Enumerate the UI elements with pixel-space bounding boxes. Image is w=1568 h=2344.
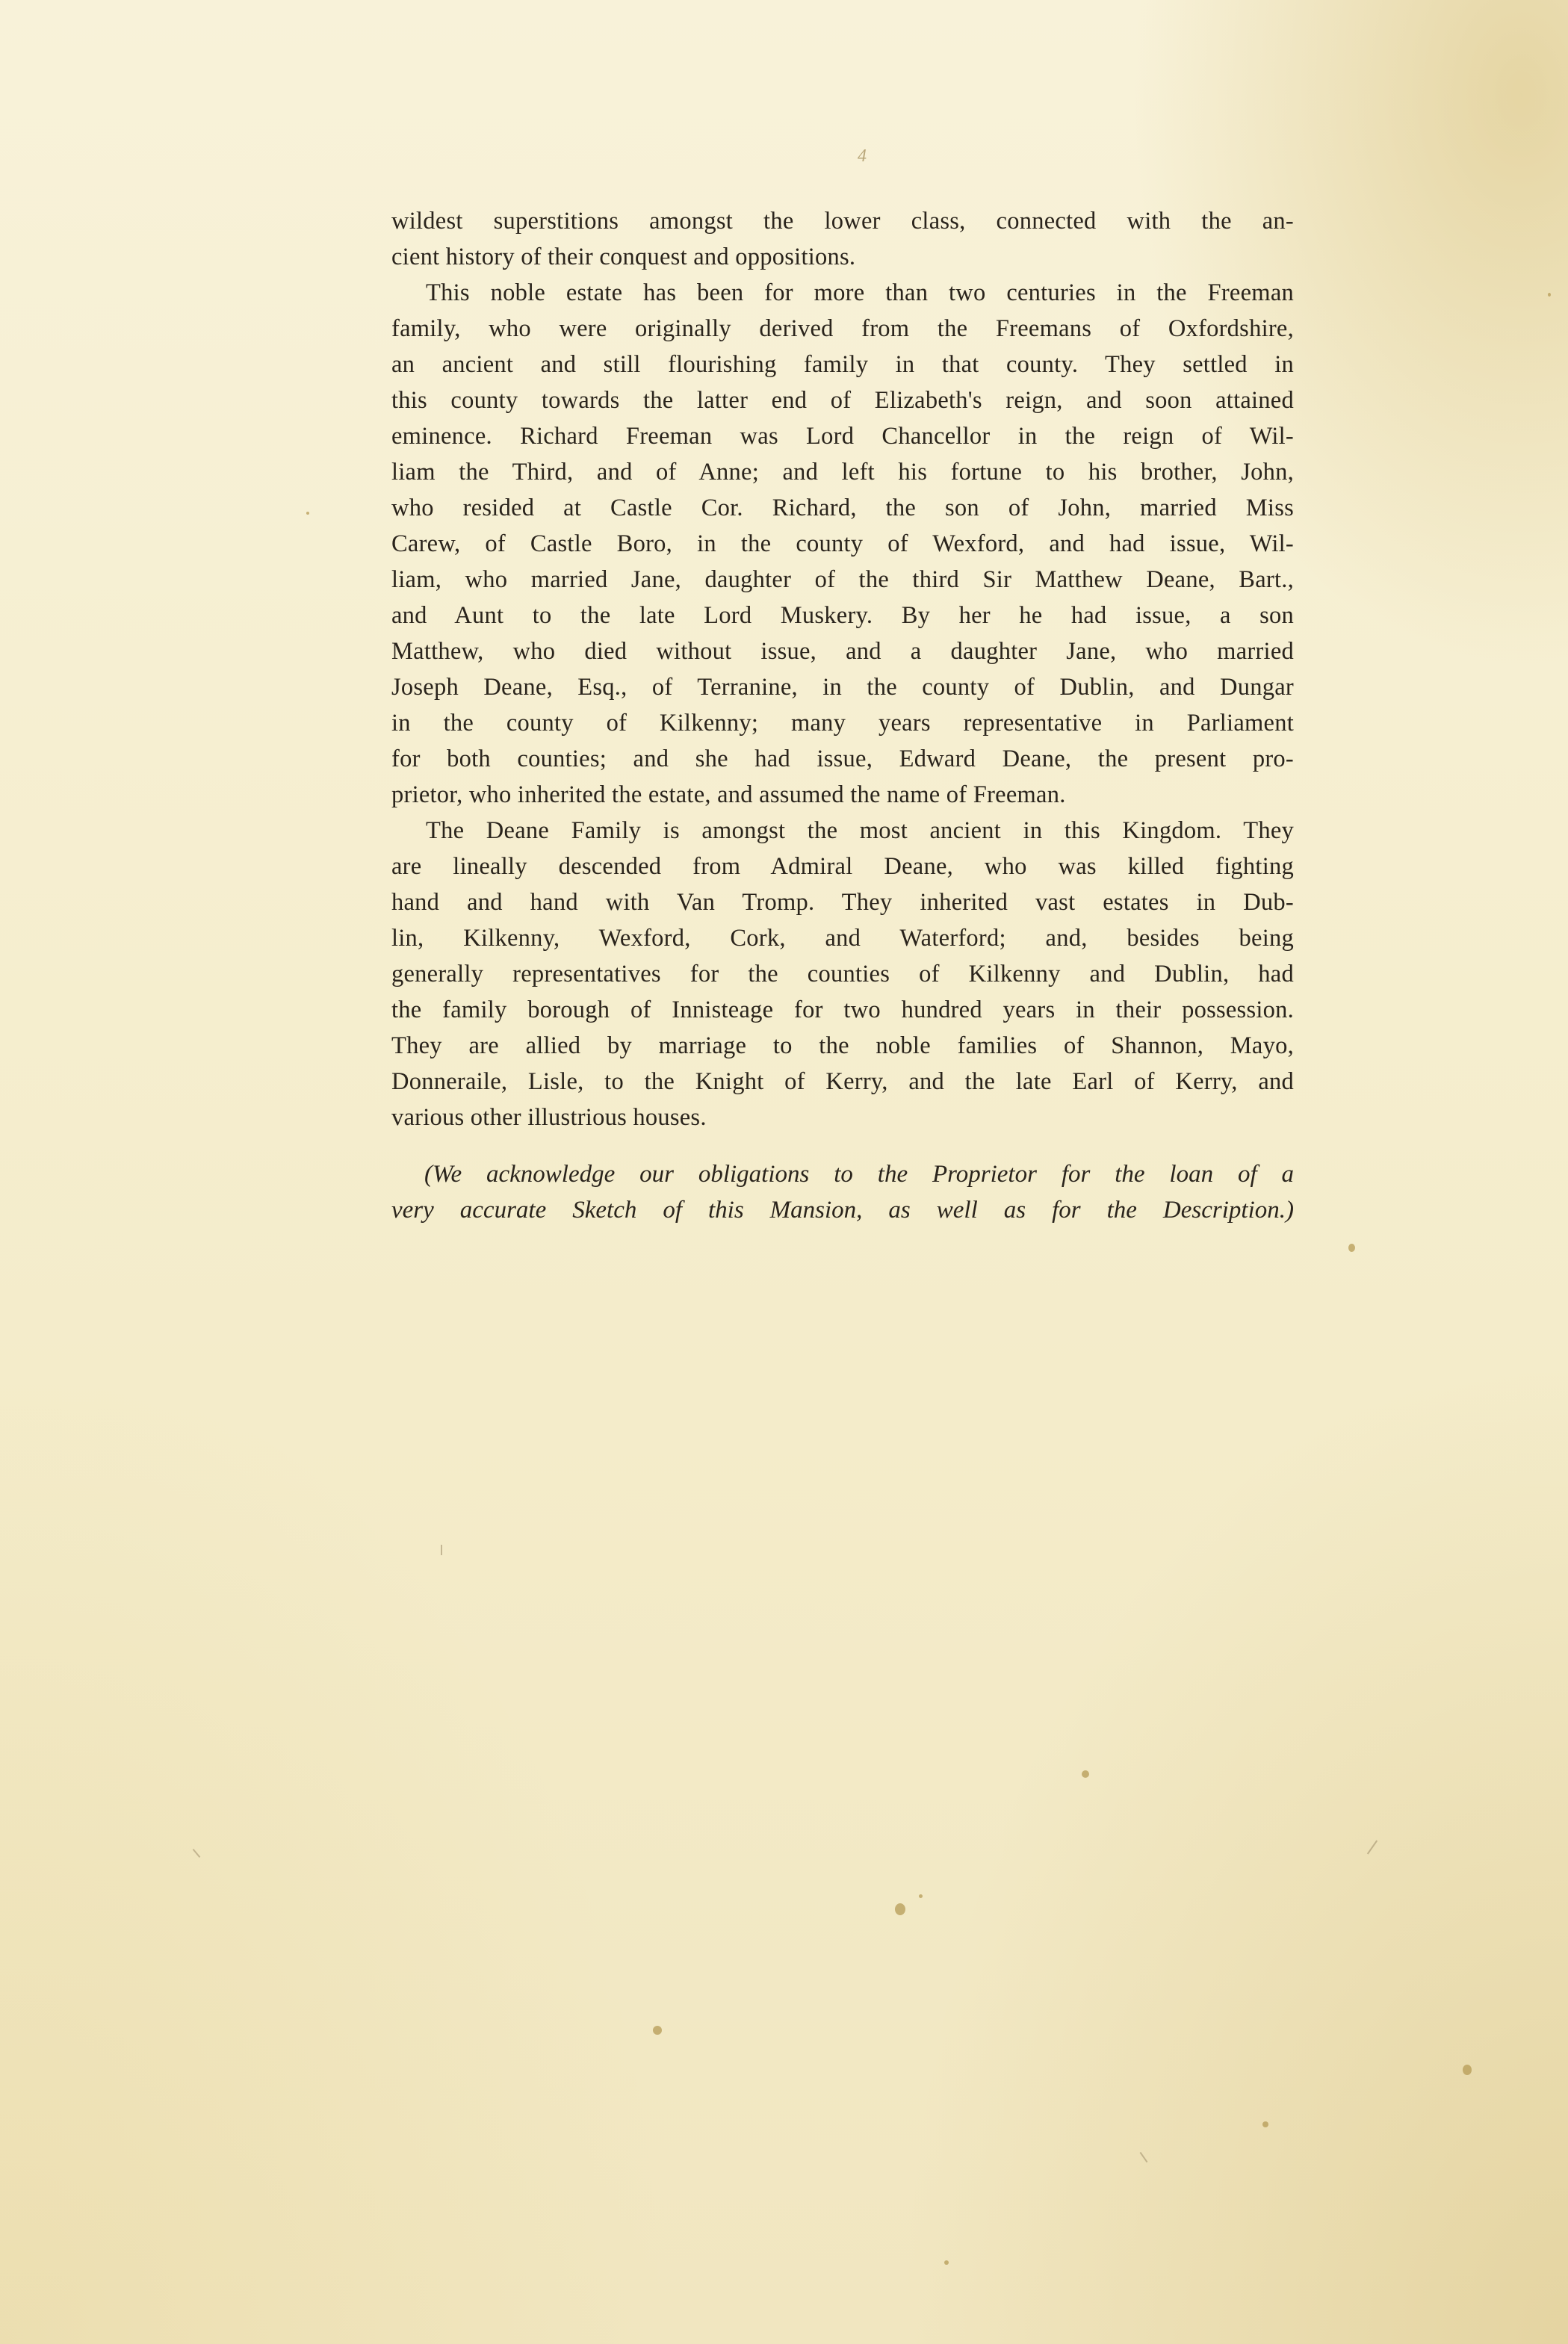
paper-speck bbox=[944, 2260, 949, 2265]
body-line: liam the Third, and of Anne; and left his fortune to his brother, John, bbox=[391, 459, 1294, 486]
paper-speck bbox=[1463, 2065, 1472, 2075]
acknowledgement-line: (We acknowledge our obligations to the Proprietor for the loan of a bbox=[424, 1161, 1294, 1188]
paper-speck bbox=[1548, 293, 1551, 297]
body-line: who resided at Castle Cor. Richard, the son of John, married Miss bbox=[391, 494, 1294, 521]
acknowledgement-note bbox=[391, 1156, 1294, 1228]
body-line: Joseph Deane, Esq., of Terranine, in the county of Dublin, and Dungar bbox=[391, 674, 1294, 701]
body-text bbox=[391, 203, 1294, 1135]
body-line: this county towards the latter end of Elizabeth's reign, and soon attained bbox=[391, 387, 1294, 414]
paper-speck bbox=[1262, 2121, 1268, 2127]
paper-mark bbox=[441, 1545, 442, 1555]
paper-mark bbox=[1140, 2152, 1148, 2162]
body-line: This noble estate has been for more than two centuries in the Freeman bbox=[426, 279, 1294, 306]
body-line: Donneraile, Lisle, to the Knight of Kerry, and the late Earl of Kerry, and bbox=[391, 1068, 1294, 1095]
body-line: the family borough of Innisteage for two hundred years in their possession. bbox=[391, 996, 1294, 1023]
paper-speck bbox=[653, 2026, 662, 2035]
body-line: Matthew, who died without issue, and a daughter Jane, who married bbox=[391, 638, 1294, 665]
body-line: an ancient and still flourishing family in that county. They settled in bbox=[391, 351, 1294, 378]
body-line: in the county of Kilkenny; many years representative in Parliament bbox=[391, 710, 1294, 737]
paper-speck bbox=[895, 1903, 905, 1915]
body-line: eminence. Richard Freeman was Lord Chancellor in the reign of Wil- bbox=[391, 423, 1294, 450]
body-line: liam, who married Jane, daughter of the third Sir Matthew Deane, Bart., bbox=[391, 566, 1294, 593]
body-line: cient history of their conquest and oppositions. bbox=[391, 244, 856, 270]
paper-speck bbox=[1082, 1770, 1089, 1778]
paper-speck bbox=[919, 1894, 923, 1898]
body-line: are lineally descended from Admiral Deane, who was killed fighting bbox=[391, 853, 1294, 880]
paper-mark bbox=[193, 1849, 201, 1858]
body-line: family, who were originally derived from the Freemans of Oxfordshire, bbox=[391, 315, 1294, 342]
body-line: They are allied by marriage to the noble families of Shannon, Mayo, bbox=[391, 1032, 1294, 1059]
acknowledgement-line: very accurate Sketch of this Mansion, as well as for the Description.) bbox=[391, 1197, 1294, 1224]
body-line: and Aunt to the late Lord Muskery. By her he had issue, a son bbox=[391, 602, 1294, 629]
body-line: wildest superstitions amongst the lower class, connected with the an- bbox=[391, 208, 1294, 235]
body-line: The Deane Family is amongst the most ancient in this Kingdom. They bbox=[426, 817, 1294, 844]
page-number: 4 bbox=[858, 146, 867, 166]
body-line: hand and hand with Van Tromp. They inherited vast estates in Dub- bbox=[391, 889, 1294, 916]
body-line: lin, Kilkenny, Wexford, Cork, and Waterford; and, besides being bbox=[391, 925, 1294, 952]
body-line: various other illustrious houses. bbox=[391, 1104, 707, 1131]
body-line: prietor, who inherited the estate, and assumed the name of Freeman. bbox=[391, 781, 1066, 808]
body-line: Carew, of Castle Boro, in the county of Wexford, and had issue, Wil- bbox=[391, 530, 1294, 557]
paper-mark bbox=[1367, 1840, 1378, 1854]
paper-speck bbox=[306, 512, 309, 515]
body-line: for both counties; and she had issue, Edward Deane, the present pro- bbox=[391, 745, 1294, 772]
body-line: generally representatives for the counties of Kilkenny and Dublin, had bbox=[391, 961, 1294, 987]
paper-speck bbox=[1348, 1244, 1355, 1252]
